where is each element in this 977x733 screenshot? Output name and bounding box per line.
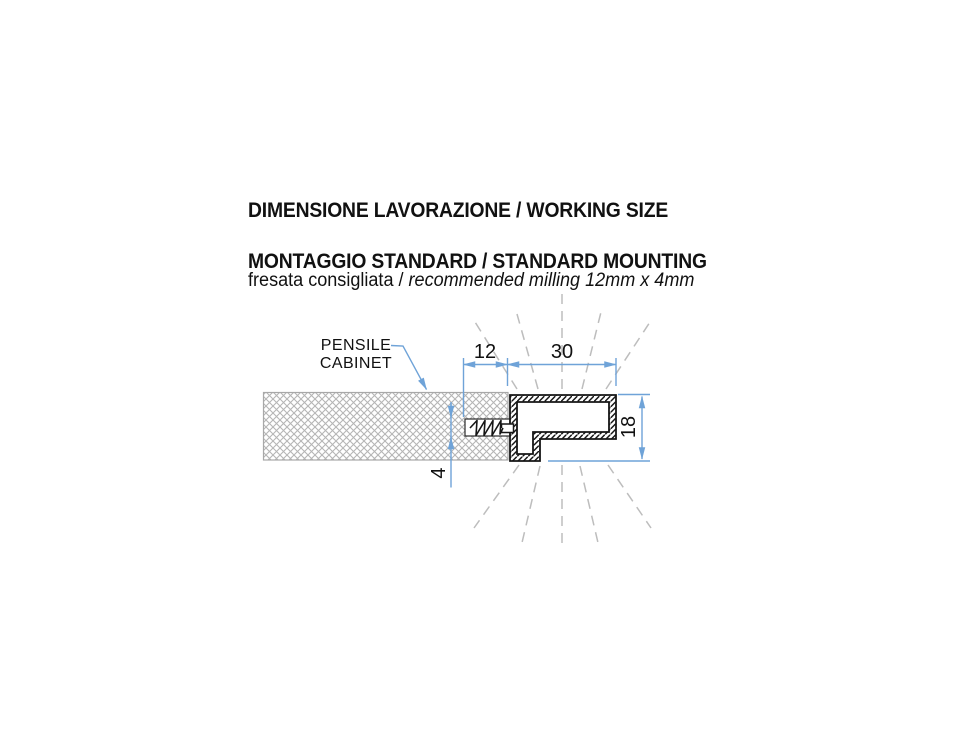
profile-cross-section — [510, 395, 616, 461]
milling-note-regular: fresata consigliata / — [248, 270, 409, 291]
milling-note — [248, 271, 694, 291]
dim-value-profile-height: 18 — [618, 415, 640, 439]
light-ray — [608, 465, 651, 528]
light-ray — [580, 466, 599, 547]
callout-line-cabinet: CABINET — [319, 354, 393, 372]
mounting-subtitle: MONTAGGIO STANDARD / STANDARD MOUNTING — [248, 250, 707, 273]
dim-value-milling-width: 12 — [473, 341, 497, 363]
dim-value-profile-width: 30 — [550, 341, 574, 363]
light-ray — [521, 466, 540, 547]
light-rays-upper — [475, 291, 650, 389]
milling-note-italic: recommended milling 12mm x 4mm — [408, 270, 695, 291]
dim-value-milling-depth: 4 — [428, 467, 450, 479]
cabinet-callout — [305, 337, 407, 372]
page-title: DIMENSIONE LAVORAZIONE / WORKING SIZE — [248, 199, 669, 222]
light-ray — [474, 465, 519, 528]
callout-line-pensile: PENSILE — [320, 337, 392, 354]
light-rays-lower — [474, 465, 651, 548]
